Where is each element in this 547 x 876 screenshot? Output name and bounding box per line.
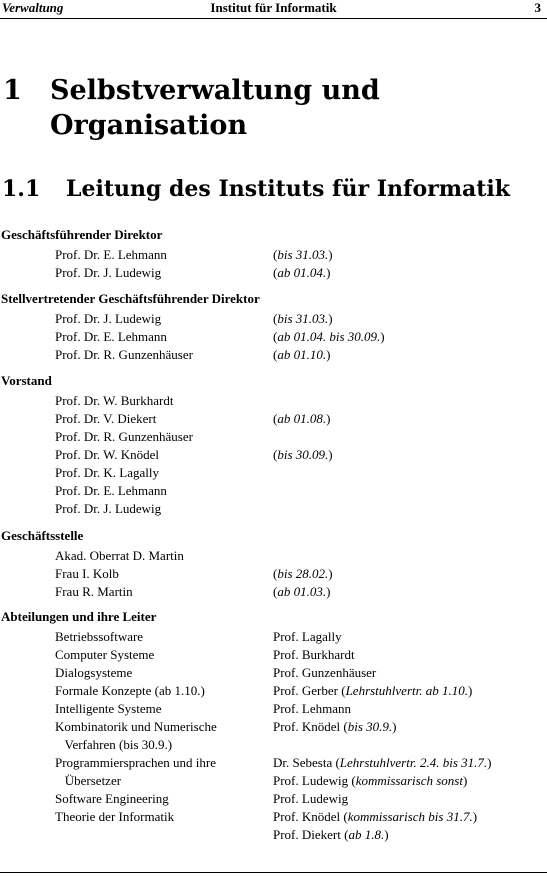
list-item xyxy=(0,701,547,719)
entry-name: Intelligente Systeme xyxy=(55,701,162,716)
entry-note-suffix: ) xyxy=(328,247,333,262)
entry-name: Prof. Dr. W. Knödel xyxy=(55,447,159,462)
entry-note-italic: ab 01.10. xyxy=(277,347,327,362)
entry-name: Prof. Dr. W. Burkhardt xyxy=(55,393,174,408)
entry-note xyxy=(273,447,333,463)
chapter-title-line1: Selbstverwaltung und xyxy=(50,75,380,106)
entry-note-prefix: Prof. Knödel ( xyxy=(273,809,348,824)
entry-note xyxy=(273,566,333,582)
list-item xyxy=(0,719,547,737)
entry-name: Dialogsysteme xyxy=(55,665,133,680)
entry-note xyxy=(273,791,348,807)
entry-name: Prof. Dr. K. Lagally xyxy=(55,465,159,480)
entry-note-italic: bis 30.9. xyxy=(347,719,393,734)
list-item xyxy=(0,809,547,827)
entry-name: Theorie der Informatik xyxy=(55,809,175,824)
entry-name: Prof. Dr. V. Diekert xyxy=(55,411,157,426)
listing-block xyxy=(0,609,547,845)
entry-note-italic: ab 01.03. xyxy=(277,584,327,599)
block-heading: Geschäftsstelle xyxy=(1,528,84,543)
running-head-left: Verwaltung xyxy=(2,0,64,15)
entry-note xyxy=(273,584,330,600)
entry-name: Prof. Dr. E. Lehmann xyxy=(55,483,167,498)
entry-name: Frau I. Kolb xyxy=(55,566,119,581)
list-item xyxy=(0,501,547,519)
entry-name: Prof. Dr. R. Gunzenhäuser xyxy=(55,347,193,362)
entry-note-italic: Lehrstuhlvertr. ab 1.10. xyxy=(345,683,468,698)
entry-name: Prof. Dr. J. Ludewig xyxy=(55,501,162,516)
entry-note xyxy=(273,773,467,789)
entry-note-suffix: ) xyxy=(326,411,331,426)
entry-note xyxy=(273,411,330,427)
block-heading: Stellvertretender Geschäftsführender Direktor xyxy=(1,291,260,306)
page-number: 3 xyxy=(534,0,541,15)
entry-note-prefix: Prof. Gunzenhäuser xyxy=(273,665,377,680)
list-item xyxy=(0,265,547,283)
entry-note xyxy=(273,809,477,825)
list-item xyxy=(0,737,547,755)
entry-note xyxy=(273,665,376,681)
list-item xyxy=(0,566,547,584)
entry-name: Frau R. Martin xyxy=(55,584,133,599)
chapter-number: 1 xyxy=(3,75,22,106)
list-item xyxy=(0,773,547,791)
list-item xyxy=(0,483,547,501)
entry-note-suffix: ) xyxy=(380,329,385,344)
entry-name: Formale Konzepte (ab 1.10.) xyxy=(55,683,205,698)
entry-note xyxy=(273,701,351,717)
block-heading: Abteilungen und ihre Leiter xyxy=(1,609,157,624)
block-heading: Vorstand xyxy=(1,373,52,388)
listing-block xyxy=(0,528,547,602)
section-title: Leitung des Instituts für Informatik xyxy=(66,176,511,202)
listing-block xyxy=(0,291,547,365)
entry-name: Computer Systeme xyxy=(55,647,155,662)
entry-name: Prof. Dr. R. Gunzenhäuser xyxy=(55,429,193,444)
entry-note xyxy=(273,629,342,645)
list-item xyxy=(0,347,547,365)
listing-block xyxy=(0,373,547,519)
entry-note xyxy=(273,247,333,263)
entry-note-prefix: ( xyxy=(273,447,278,462)
entry-note-suffix: ) xyxy=(328,447,333,462)
list-item xyxy=(0,665,547,683)
entry-note-suffix: ) xyxy=(472,809,478,824)
entry-note-prefix: Prof. Lagally xyxy=(273,629,342,644)
entry-note-suffix: ) xyxy=(326,584,331,599)
entry-name: Prof. Dr. J. Ludewig xyxy=(55,311,162,326)
entry-note xyxy=(273,827,389,843)
list-item xyxy=(0,447,547,465)
list-item xyxy=(0,791,547,809)
listing-block xyxy=(0,227,547,283)
list-item xyxy=(0,755,547,773)
list-item xyxy=(0,429,547,447)
entry-note-suffix: ) xyxy=(462,773,468,788)
entry-note-prefix: Prof. Knödel ( xyxy=(273,719,348,734)
header-rule xyxy=(0,18,547,19)
entry-name: Übersetzer xyxy=(55,773,122,788)
entry-name: Software Engineering xyxy=(55,791,169,806)
entry-note xyxy=(273,719,397,735)
section-number: 1.1 xyxy=(2,176,41,202)
entry-note-prefix: ( xyxy=(273,247,278,262)
entry-note xyxy=(273,329,385,345)
list-item xyxy=(0,311,547,329)
entry-note-prefix: ( xyxy=(273,411,278,426)
entry-note-suffix: ) xyxy=(326,347,331,362)
entry-note-italic: kommissarisch bis 31.7. xyxy=(347,809,473,824)
entry-note-italic: ab 01.08. xyxy=(277,411,327,426)
list-item xyxy=(0,393,547,411)
running-head-title: Institut für Informatik xyxy=(210,0,337,15)
entry-note-italic: bis 30.09. xyxy=(277,447,329,462)
entry-note-suffix: ) xyxy=(467,683,473,698)
chapter-title-line2: Organisation xyxy=(50,110,248,141)
entry-note-prefix: Prof. Burkhardt xyxy=(273,647,355,662)
list-item xyxy=(0,683,547,701)
list-item xyxy=(0,629,547,647)
list-item xyxy=(0,465,547,483)
entry-note-italic: Lehrstuhlvertr. 2.4. bis 31.7. xyxy=(339,755,488,770)
list-item xyxy=(0,548,547,566)
entry-note-prefix: Prof. Ludewig xyxy=(273,791,349,806)
entry-note-prefix: ( xyxy=(273,347,278,362)
footer-rule xyxy=(0,872,547,873)
entry-name: Programmiersprachen und ihre xyxy=(55,755,217,770)
entry-note xyxy=(273,647,355,663)
entry-note-italic: ab 1.8. xyxy=(348,827,385,842)
entry-name: Prof. Dr. J. Ludewig xyxy=(55,265,162,280)
entry-name: Prof. Dr. E. Lehmann xyxy=(55,329,167,344)
entry-note-suffix: ) xyxy=(487,755,492,770)
entry-name: Akad. Oberrat D. Martin xyxy=(55,548,184,563)
list-item xyxy=(0,584,547,602)
entry-note-suffix: ) xyxy=(328,311,333,326)
entry-note-prefix: ( xyxy=(273,584,278,599)
entry-note-suffix: ) xyxy=(326,265,331,280)
entry-note xyxy=(273,265,330,281)
entry-note-prefix: Prof. Ludewig ( xyxy=(273,773,356,788)
entry-note-prefix: Prof. Lehmann xyxy=(273,701,351,716)
list-item xyxy=(0,647,547,665)
entry-note-prefix: Dr. Sebesta ( xyxy=(273,755,340,770)
entry-note-suffix: ) xyxy=(328,566,333,581)
entry-name: Kombinatorik und Numerische xyxy=(55,719,217,734)
entry-note-suffix: ) xyxy=(392,719,397,734)
entry-note xyxy=(273,347,330,363)
list-item xyxy=(0,329,547,347)
entry-note xyxy=(273,755,491,771)
list-item xyxy=(0,247,547,265)
entry-note-italic: bis 31.03. xyxy=(277,311,329,326)
list-item xyxy=(0,827,547,845)
running-head xyxy=(0,0,547,20)
entry-note-prefix: ( xyxy=(273,566,278,581)
entry-note-prefix: ( xyxy=(273,265,278,280)
entry-note-suffix: ) xyxy=(384,827,389,842)
entry-note-prefix: ( xyxy=(273,329,278,344)
entry-note-italic: bis 28.02. xyxy=(277,566,329,581)
entry-note xyxy=(273,311,333,327)
entry-name: Prof. Dr. E. Lehmann xyxy=(55,247,167,262)
entry-note-italic: kommissarisch sonst xyxy=(355,773,463,788)
list-item xyxy=(0,411,547,429)
entry-note-italic: bis 31.03. xyxy=(277,247,329,262)
entry-note-prefix: ( xyxy=(273,311,278,326)
entry-note xyxy=(273,683,472,699)
entry-name: Betriebssoftware xyxy=(55,629,144,644)
entry-note-italic: ab 01.04. bis 30.09. xyxy=(277,329,381,344)
entry-note-prefix: Prof. Gerber ( xyxy=(273,683,346,698)
entry-note-italic: ab 01.04. xyxy=(277,265,327,280)
entry-name: Verfahren (bis 30.9.) xyxy=(55,737,173,752)
block-heading: Geschäftsführender Direktor xyxy=(1,227,163,242)
entry-note-prefix: Prof. Diekert ( xyxy=(273,827,349,842)
chapter-title xyxy=(50,73,490,143)
